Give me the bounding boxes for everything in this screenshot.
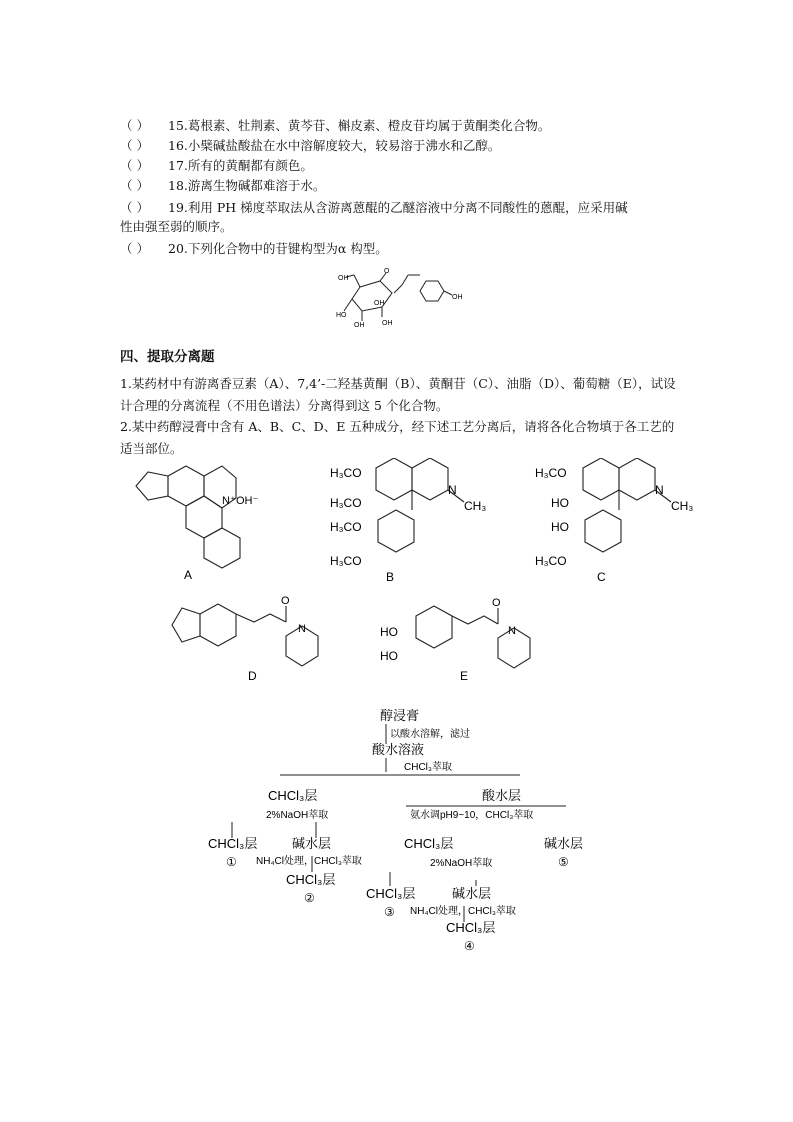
flow-acid-layer: 酸水层 xyxy=(482,788,522,803)
h3co-label: H₃CO xyxy=(535,554,567,568)
oh-label: OH xyxy=(452,294,463,301)
answer-blank: （ ） xyxy=(120,138,149,153)
structure-label: B xyxy=(386,570,395,583)
answer-blank: （ ） xyxy=(120,118,149,133)
oh-label: OH xyxy=(374,300,385,307)
ho-label: HO xyxy=(336,312,347,319)
question-text: 20.下列化合物中的苷键构型为α 构型。 xyxy=(168,241,388,256)
mark-2: ② xyxy=(304,891,315,905)
question-19-continuation: 性由强至弱的顺序。 xyxy=(120,219,233,234)
o-label: O xyxy=(492,597,501,609)
ho-label: HO xyxy=(551,496,569,510)
flow-start: 醇浸膏 xyxy=(380,708,420,723)
question-text: 19.利用 PH 梯度萃取法从含游离蒽醌的乙醚溶液中分离不同酸性的蒽醌，应采用碱 xyxy=(168,200,628,215)
flow-step2: CHCl₃萃取 xyxy=(404,762,452,773)
structure-label: C xyxy=(597,570,606,583)
answer-blank: （ ） xyxy=(120,178,149,193)
answer-blank: （ ） xyxy=(120,241,149,256)
n-plus-label: N⁺ xyxy=(222,495,236,507)
flow-naoh: 2%NaOH萃取 xyxy=(430,858,493,869)
flow-step1: 以酸水溶解，滤过 xyxy=(390,729,470,740)
flow-chcl3-layer: CHCl₃层 xyxy=(208,836,258,851)
mark-1: ① xyxy=(226,855,237,869)
oh-minus-label: OH⁻ xyxy=(236,495,259,507)
n-label: N xyxy=(298,623,306,635)
question-text: 17.所有的黄酮都有颜色。 xyxy=(168,158,313,173)
oh-label: OH xyxy=(354,322,365,329)
oh-label: OH xyxy=(338,275,349,282)
mark-3: ③ xyxy=(384,905,395,919)
structure-label: D xyxy=(248,669,257,683)
mark-4: ④ xyxy=(464,939,475,953)
h3co-label: H₃CO xyxy=(330,520,362,534)
ch3-label: CH₃ xyxy=(464,499,487,513)
n-label: N xyxy=(655,483,664,497)
n-label: N xyxy=(448,483,457,497)
flow-nh4cl: NH₄Cl处理，CHCl₃萃取 xyxy=(256,856,362,867)
question-text: 16.小檗碱盐酸盐在水中溶解度较大，较易溶于沸水和乙醇。 xyxy=(168,138,501,153)
h3co-label: H₃CO xyxy=(535,466,567,480)
h3co-label: H₃CO xyxy=(330,496,362,510)
ho-label: HO xyxy=(551,520,569,534)
problem-1: 1.某药材中有游离香豆素（A）、7,4’-二羟基黄酮（B）、黄酮苷（C）、油脂（D）、葡萄糖（E），试设计合理的分离流程（不用色谱法）分离得到这 5 个化合物。 xyxy=(120,376,676,413)
flow-chcl3-layer: CHCl₃层 xyxy=(366,886,416,901)
answer-blank: （ ） xyxy=(120,200,149,215)
flow-base-layer: 碱水层 xyxy=(544,836,584,851)
flow-chcl3-layer: CHCl₃层 xyxy=(268,788,318,803)
ho-label: HO xyxy=(380,625,398,639)
answer-blank: （ ） xyxy=(120,158,149,173)
mark-5: ⑤ xyxy=(558,855,569,869)
section-title: 四、提取分离题 xyxy=(120,349,215,365)
structure-label: A xyxy=(184,568,193,582)
oh-label: OH xyxy=(382,320,393,327)
structure-label: E xyxy=(460,669,469,683)
flow-naoh: 2%NaOH萃取 xyxy=(266,810,329,821)
flow-ammonia: 氨水调pH9~10，CHCl₃萃取 xyxy=(410,810,534,821)
flow-acid-solution: 酸水溶液 xyxy=(372,742,425,757)
flow-chcl3-layer: CHCl₃层 xyxy=(404,836,454,851)
flow-chcl3-layer: CHCl₃层 xyxy=(446,920,496,935)
flow-chcl3-layer: CHCl₃层 xyxy=(286,872,336,887)
n-label: N xyxy=(508,625,516,637)
flow-base-layer: 碱水层 xyxy=(292,836,332,851)
flow-base-layer: 碱水层 xyxy=(452,886,492,901)
h3co-label: H₃CO xyxy=(330,466,362,480)
o-label: O xyxy=(384,268,390,275)
h3co-label: H₃CO xyxy=(330,554,362,568)
o-label: O xyxy=(281,596,290,607)
question-text: 15.葛根素、牡荆素、黄芩苷、槲皮素、橙皮苷均属于黄酮类化合物。 xyxy=(168,118,551,133)
problem-2: 2.某中药醇浸膏中含有 A、B、C、D、E 五种成分，经下述工艺分离后，请将各化合物填于各工艺的适当部位。 xyxy=(120,419,675,456)
ch3-label: CH₃ xyxy=(671,499,694,513)
question-text: 18.游离生物碱都难溶于水。 xyxy=(168,178,326,193)
ho-label: HO xyxy=(380,649,398,663)
flow-nh4cl: NH₄Cl处理，CHCl₃萃取 xyxy=(410,906,516,917)
